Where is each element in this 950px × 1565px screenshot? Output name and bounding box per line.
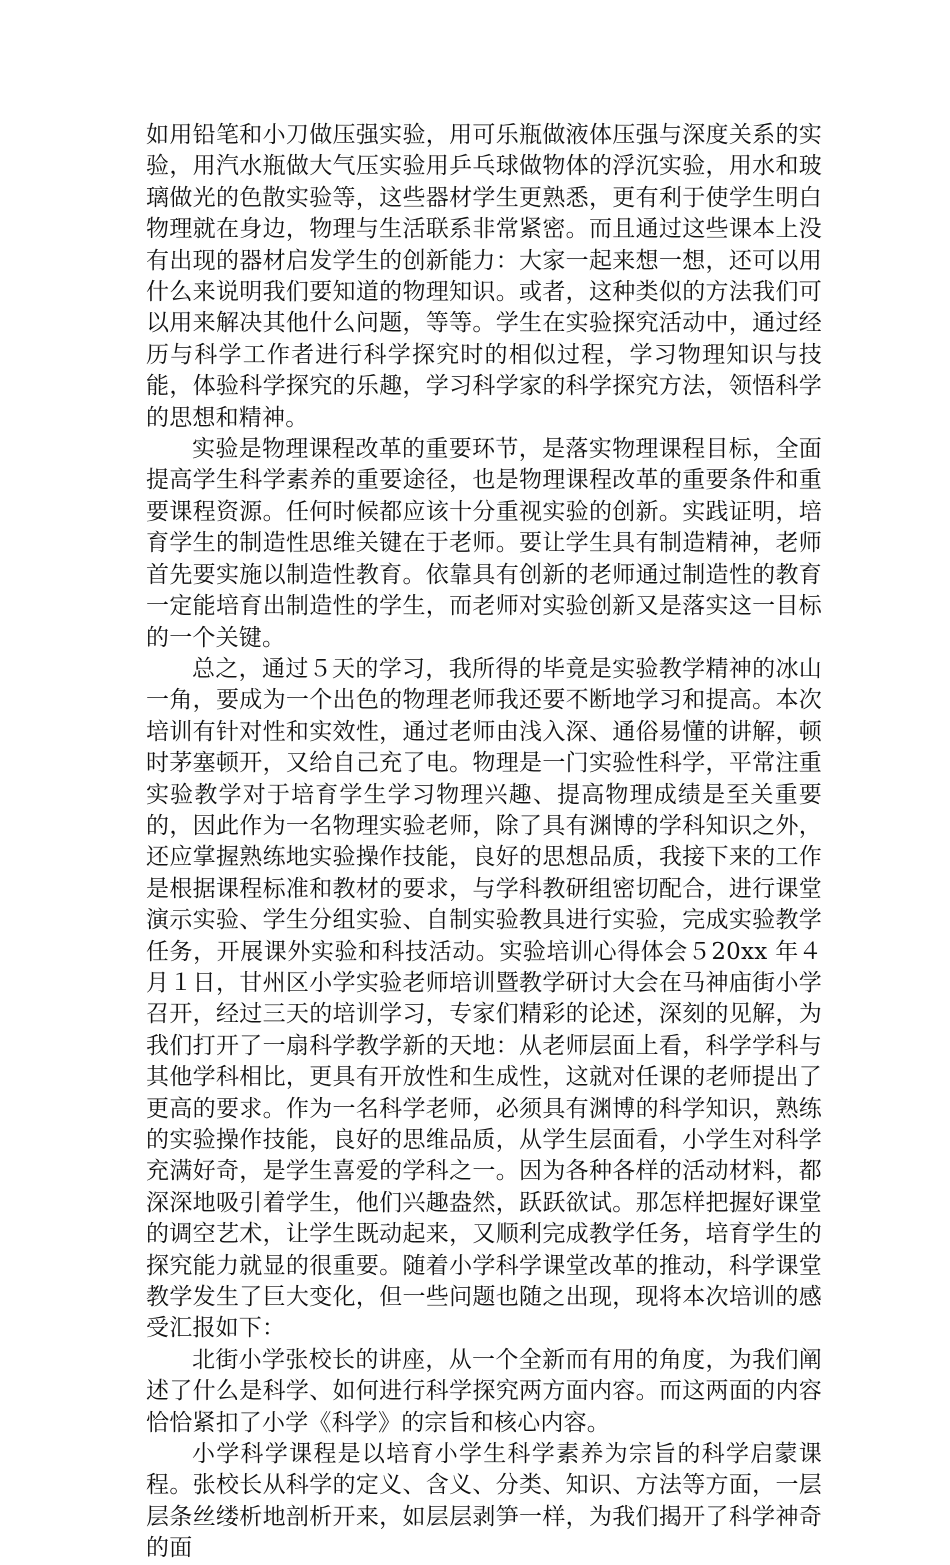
- paragraph-2: 实验是物理课程改革的重要环节，是落实物理课程目标，全面提高学生科学素养的重要途径，也是物理课程改革的重要条件和重要课程资源。任何时候都应该十分重视实验的创新。实践证明，培育学生的制造性思维关键在于老师。要让学生具有制造精神，老师首先要实施以制造性教育。依靠具有创新的老师通过制造性的教育一定能培育出制造性的学生，而老师对实验创新又是落实这一目标的一个关键。: [146, 436, 822, 651]
- document-body: [146, 120, 822, 1565]
- paragraph-5: 小学科学课程是以培育小学生科学素养为宗旨的科学启蒙课程。张校长从科学的定义、含义、分类、知识、方法等方面，一层层条丝缕析地剖析开来，如层层剥笋一样，为我们揭开了科学神奇的面: [146, 1441, 822, 1562]
- paragraph-4: 北街小学张校长的讲座，从一个全新而有用的角度，为我们阐述了什么是科学、如何进行科学探究两方面内容。而这两面的内容恰恰紧扣了小学《科学》的宗旨和核心内容。: [146, 1346, 822, 1436]
- paragraph-3: 总之，通过５天的学习，我所得的毕竟是实验教学精神的冰山一角，要成为一个出色的物理老师我还要不断地学习和提高。本次培训有针对性和实效性，通过老师由浅入深、通俗易懂的讲解，顿时茅塞顿开，又给自己充了电。物理是一门实验性科学，平常注重实验教学对于培育学生学习物理兴趣、提高物理成绩是至关重要的，因此作为一名物理实验老师，除了具有渊博的学科知识之外，还应掌握熟练地实验操作技能，良好的思想品质，我接下来的工作是根据课程标准和教材的要求，与学科教研组密切配合，进行课堂演示实验、学生分组实验、自制实验教具进行实验，完成实验教学任务，开展课外实验和科技活动。实验培训心得体会５20xx 年４月１日，甘州区小学实验老师培训暨教学研讨大会在马神庙街小学召开，经过三天的培训学习，专家们精彩的论述，深刻的见解，为我们打开了一扇科学教学新的天地：从老师层面上看，科学学科与其他学科相比，更具有开放性和生成性，这就对任课的老师提出了更高的要求。作为一名科学老师，必须具有渊博的科学知识，熟练的实验操作技能，良好的思维品质，从学生层面看，小学生对科学充满好奇，是学生喜爱的学科之一。因为各种各样的活动材料，都深深地吸引着学生，他们兴趣盎然，跃跃欲试。那怎样把握好课堂的调空艺术，让学生既动起来，又顺利完成教学任务，培育学生的探究能力就显的很重要。随着小学科学课堂改革的推动，科学课堂教学发生了巨大变化，但一些问题也随之出现，现将本次培训的感受汇报如下：: [146, 655, 822, 1342]
- paragraph-1: 如用铅笔和小刀做压强实验，用可乐瓶做液体压强与深度关系的实验，用汽水瓶做大气压实验用乒乓球做物体的浮沉实验，用水和玻璃做光的色散实验等，这些器材学生更熟悉，更有利于使学生明白物理就在身边，物理与生活联系非常紧密。而且通过这些课本上没有出现的器材启发学生的创新能力：大家一起来想一想，还可以用什么来说明我们要知道的物理知识。或者，这种类似的方法我们可以用来解决其他什么问题，等等。学生在实验探究活动中，通过经历与科学工作者进行科学探究时的相似过程，学习物理知识与技能，体验科学探究的乐趣，学习科学家的科学探究方法，领悟科学的思想和精神。: [146, 122, 822, 431]
